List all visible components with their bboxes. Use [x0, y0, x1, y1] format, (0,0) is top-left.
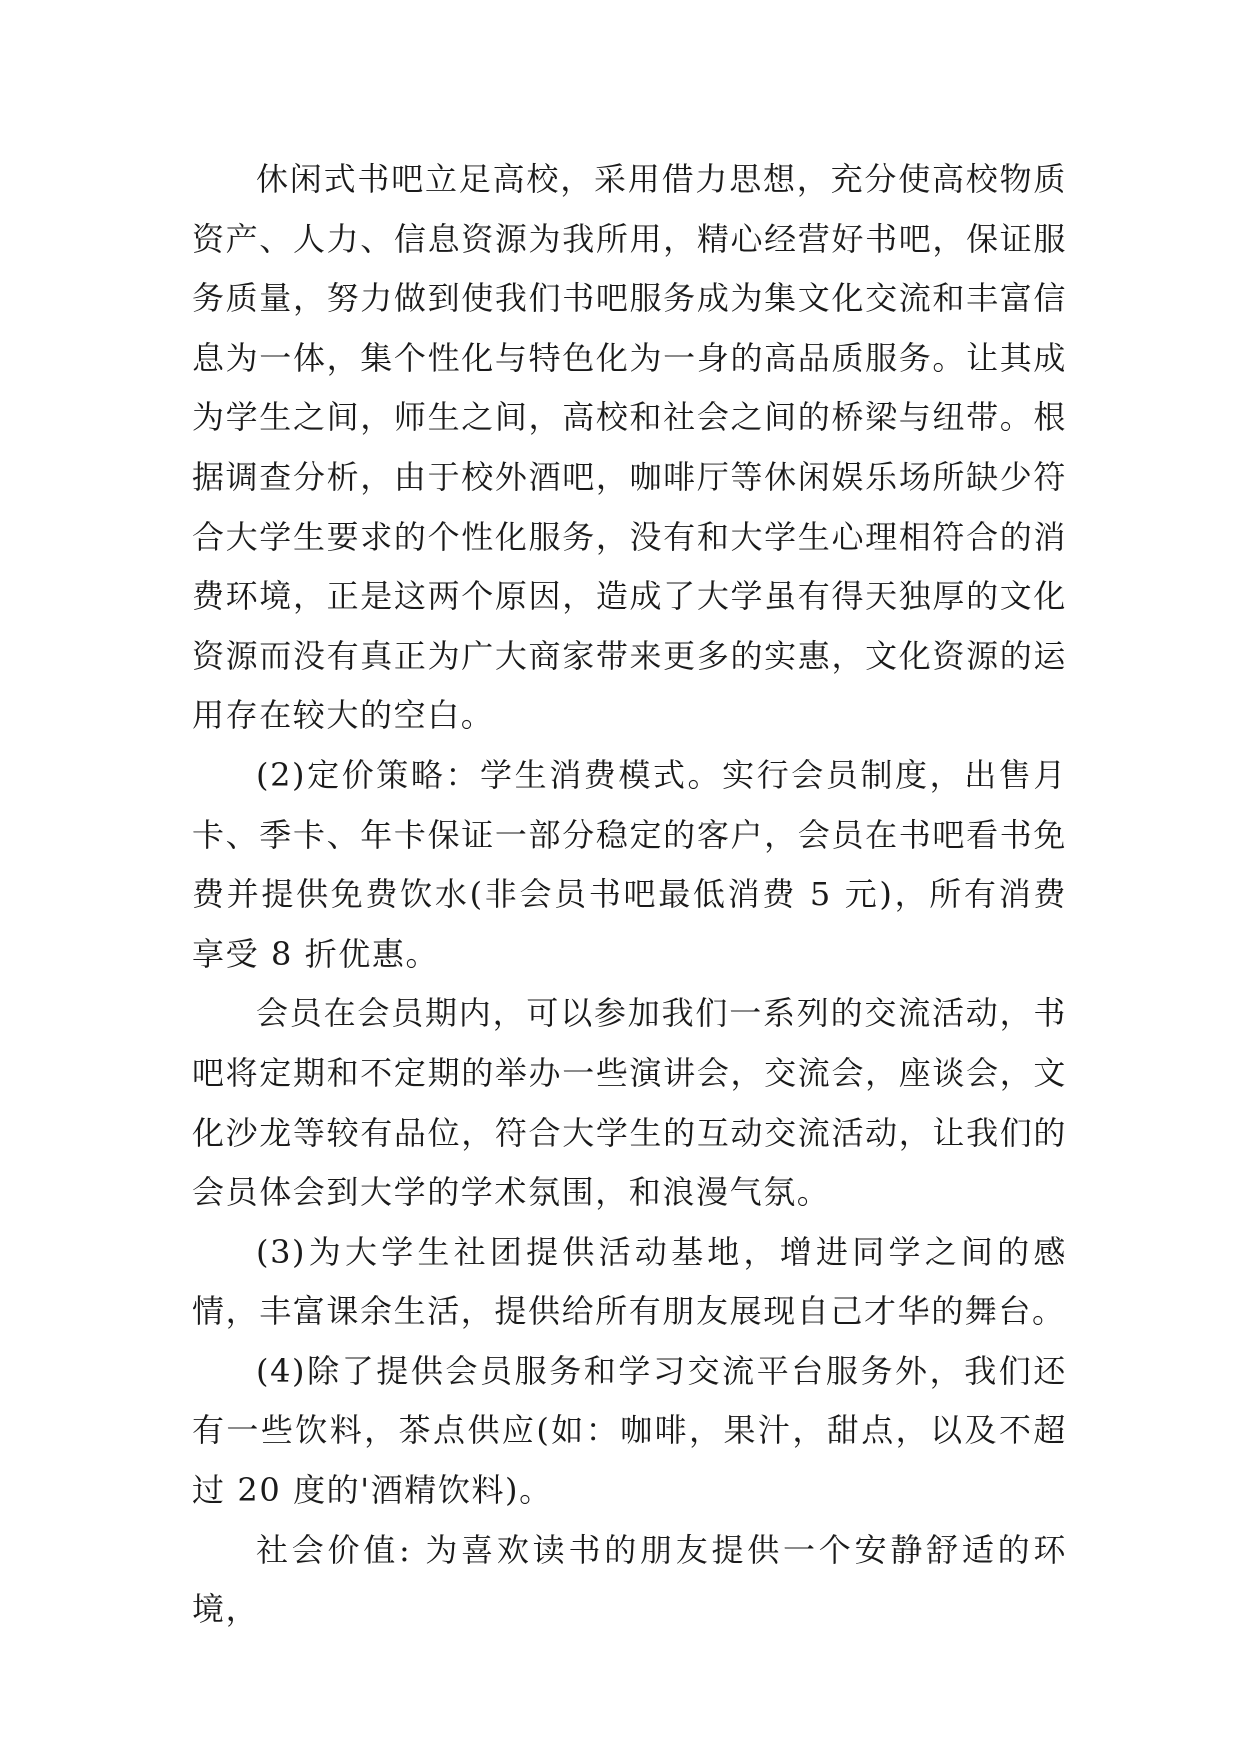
paragraph-club-base: (3)为大学生社团提供活动基地，增进同学之间的感情，丰富课余生活，提供给所有朋友展现自己才华的舞台。 — [192, 1232, 1067, 1331]
paragraph-refreshments: (4)除了提供会员服务和学习交流平台服务外，我们还有一些饮料，茶点供应(如：咖啡，果汁，甜点，以及不超过 20 度的'酒精饮料)。 — [192, 1351, 1067, 1510]
paragraph-social-value: 社会价值: 为喜欢读书的朋友提供一个安静舒适的环境， — [192, 1530, 1067, 1629]
paragraph-intro: 休闲式书吧立足高校，采用借力思想，充分使高校物质资产、人力、信息资源为我所用，精心经营好书吧，保证服务质量，努力做到使我们书吧服务成为集文化交流和丰富信息为一体，集个性化与特色化为一身的高品质服务。让其成为学生之间，师生之间，高校和社会之间的桥梁与纽带。根据调查分析，由于校外酒吧，咖啡厅等休闲娱乐场所缺少符合大学生要求的个性化服务，没有和大学生心理相符合的消费环境，正是这两个原因，造成了大学虽有得天独厚的文化资源而没有真正为广大商家带来更多的实惠，文化资源的运用存在较大的空白。 — [192, 160, 1067, 735]
paragraph-pricing-strategy: (2)定价策略：学生消费模式。实行会员制度，出售月卡、季卡、年卡保证一部分稳定的客户，会员在书吧看书免费并提供免费饮水(非会员书吧最低消费 5 元)，所有消费享受 8 折优惠。 — [192, 755, 1067, 973]
paragraph-member-activities: 会员在会员期内，可以参加我们一系列的交流活动，书吧将定期和不定期的举办一些演讲会，交流会，座谈会，文化沙龙等较有品位，符合大学生的互动交流活动，让我们的会员体会到大学的学术氛围，和浪漫气氛。 — [192, 994, 1067, 1212]
document-body — [192, 150, 1067, 1640]
